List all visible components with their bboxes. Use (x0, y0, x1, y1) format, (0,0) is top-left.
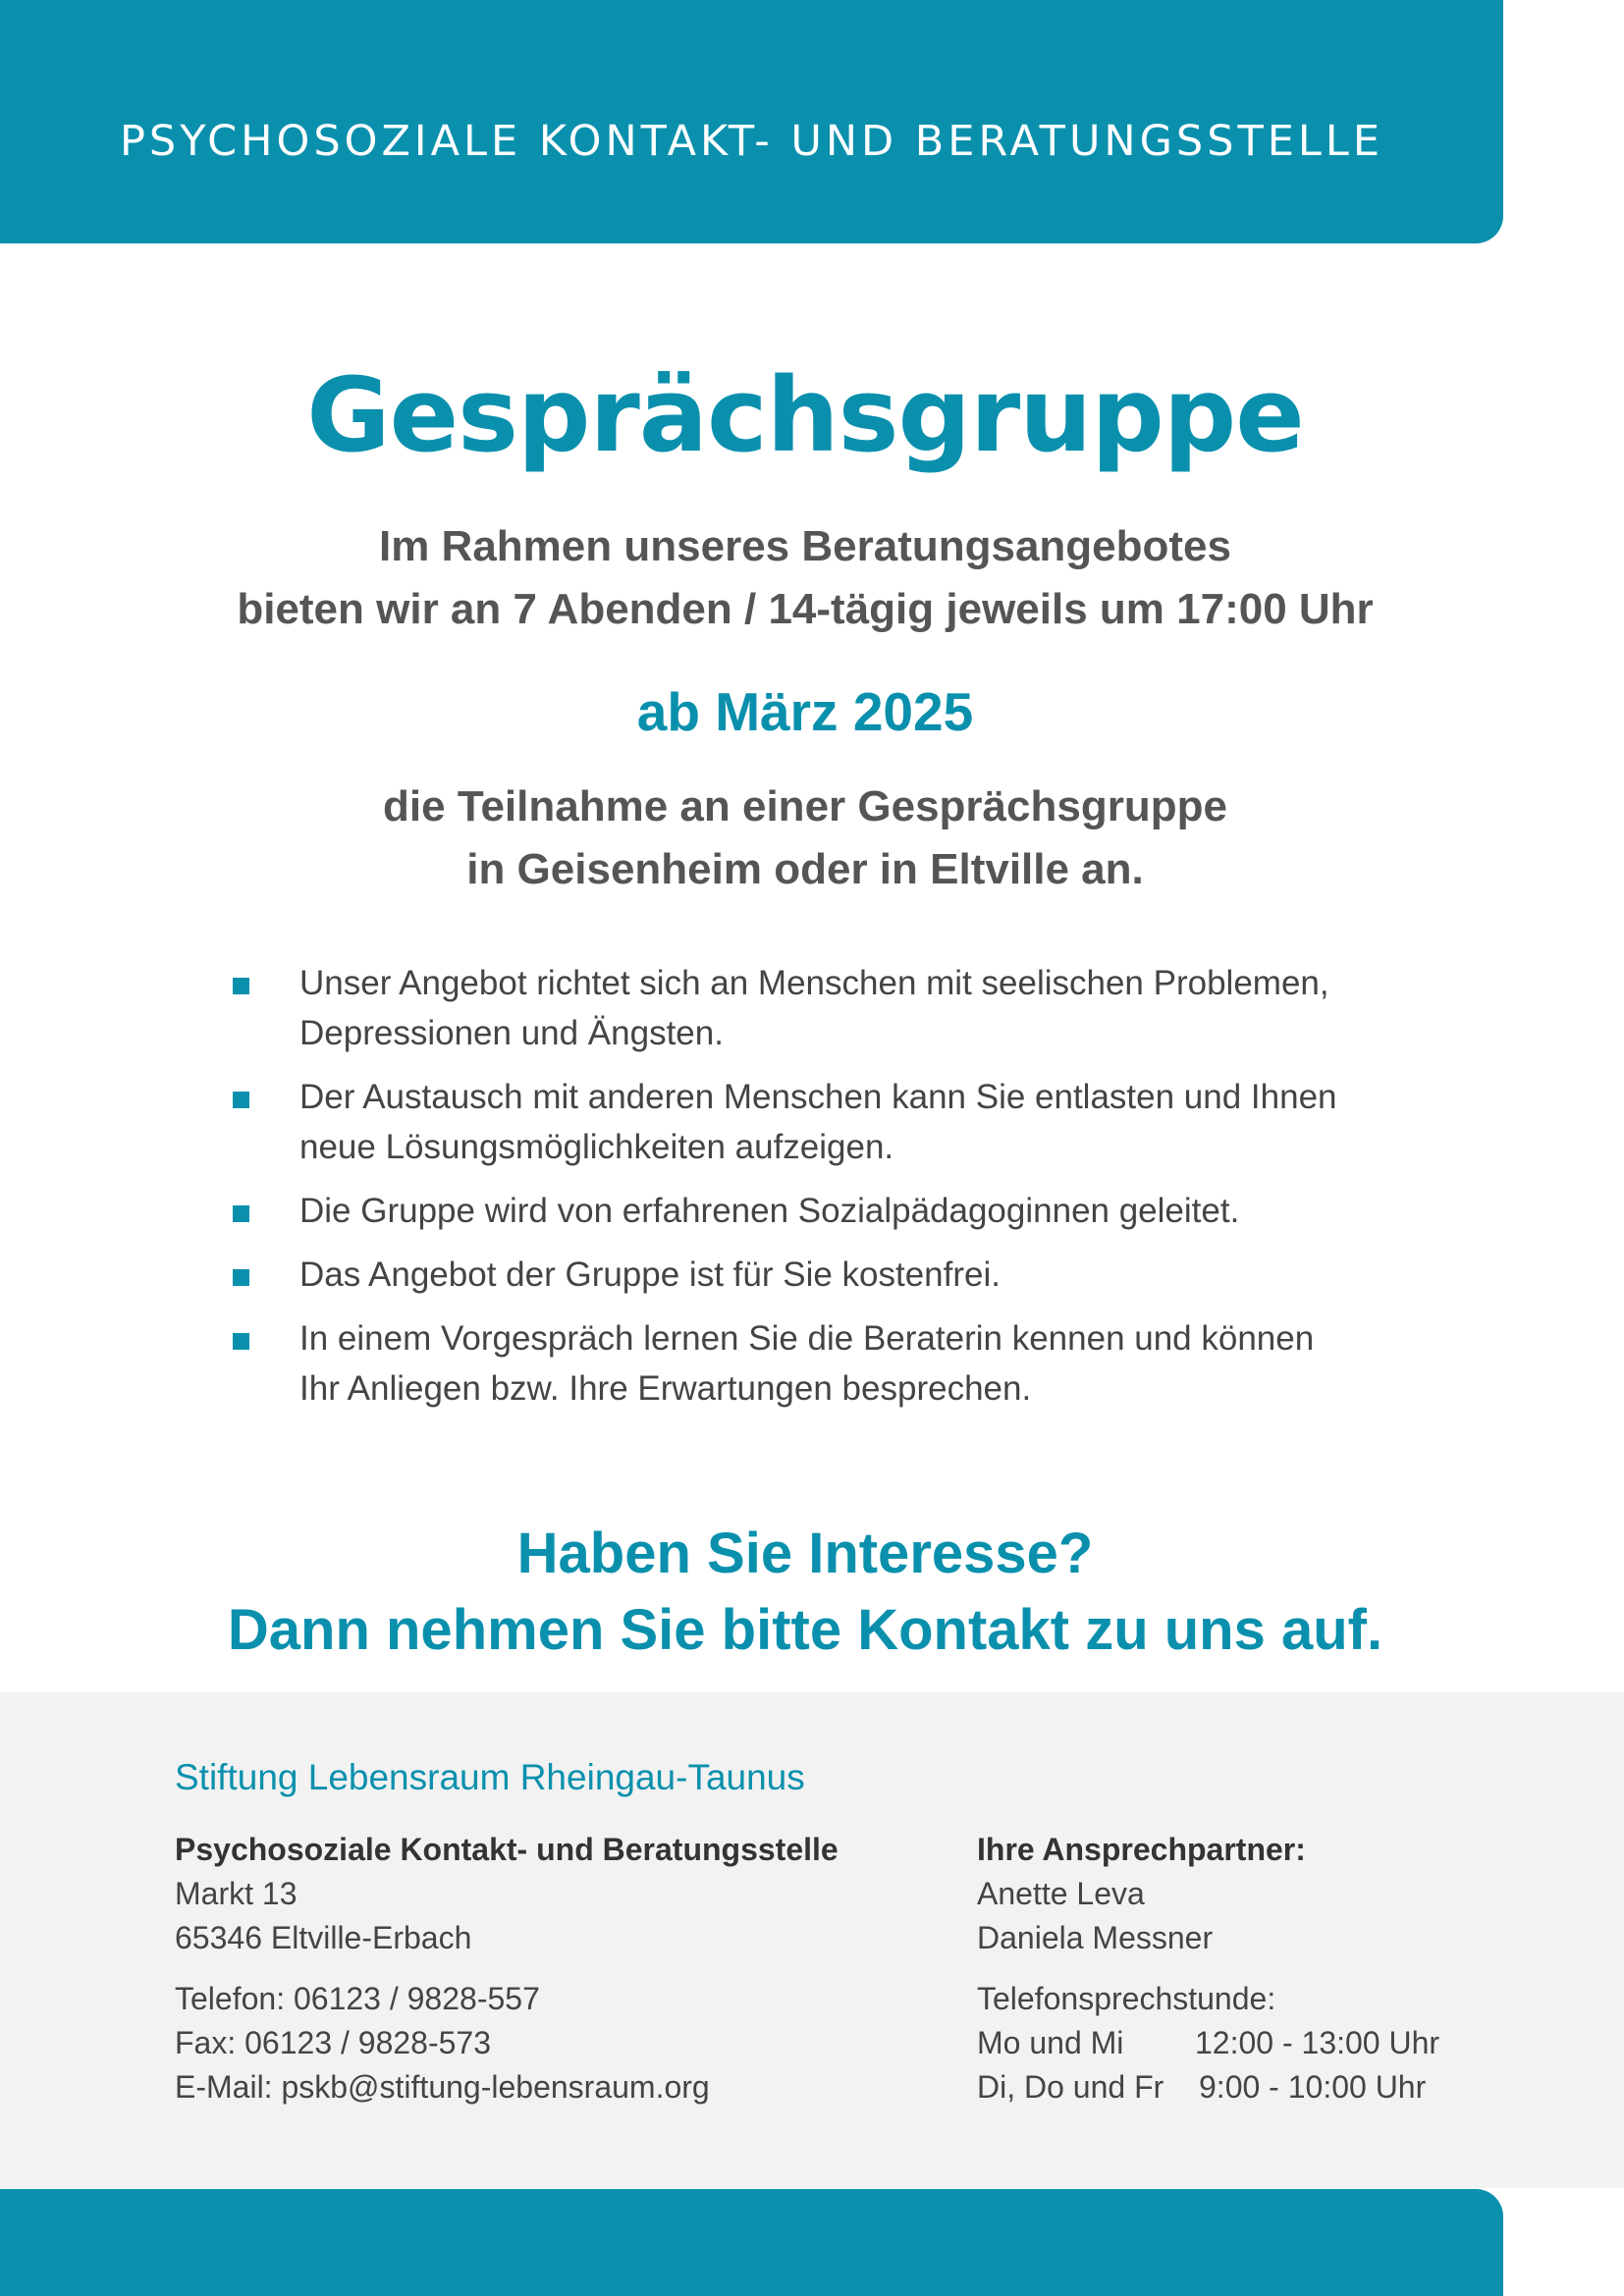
office-hours-row (977, 2021, 1439, 2065)
cta-question: Haben Sie Interesse? (516, 1522, 1094, 1585)
office-hours-heading: Telefonsprechstunde: (977, 1981, 1276, 2016)
list-item-line: Das Angebot der Gruppe ist für Sie kostenfrei. (299, 1255, 1001, 1294)
list-item-text (299, 958, 1478, 1058)
list-item-line: Ihr Anliegen bzw. Ihre Erwartungen besprechen. (299, 1369, 1032, 1408)
contact-person: Daniela Messner (977, 1920, 1214, 1955)
header-banner (0, 0, 1503, 243)
participation-text (0, 775, 1610, 901)
email-address[interactable]: E-Mail: pskb@stiftung-lebensraum.org (175, 2069, 710, 2105)
list-item-text (299, 1072, 1478, 1172)
list-item (0, 1313, 1478, 1414)
office-hours-time: 12:00 - 13:00 Uhr (1195, 2025, 1440, 2060)
organization-name: Stiftung Lebensraum Rheingau-Taunus (175, 1757, 805, 1797)
contact-persons-block (977, 1828, 1439, 2109)
intro-line: bieten wir an 7 Abenden / 14-tägig jeweils um 17:00 Uhr (237, 585, 1374, 633)
participation-line: in Geisenheim oder in Eltville an. (466, 845, 1144, 893)
footer-banner (0, 2189, 1503, 2296)
fax-number: Fax: 06123 / 9828-573 (175, 2025, 492, 2060)
list-item-line: Der Austausch mit anderen Menschen kann Sie entlasten und Ihnen (299, 1078, 1337, 1116)
call-to-action (0, 1516, 1610, 1669)
list-item-line: neue Lösungsmöglichkeiten aufzeigen. (299, 1128, 894, 1166)
start-date: ab März 2025 (636, 681, 974, 742)
bullet-list (0, 958, 1478, 1427)
list-item-line: Depressionen und Ängsten. (299, 1014, 724, 1052)
header-title: PSYCHOSOZIALE KONTAKT- UND BERATUNGSSTELLE (119, 117, 1384, 166)
list-item (0, 958, 1478, 1058)
list-item (0, 1186, 1478, 1236)
list-item-text (299, 1250, 1478, 1300)
spacer (175, 1960, 839, 1977)
office-hours-days: Mo und Mi (977, 2025, 1124, 2060)
list-item-line: Unser Angebot richtet sich an Menschen mit seelischen Problemen, (299, 964, 1329, 1002)
participation-line: die Teilnahme an einer Gesprächsgruppe (383, 782, 1227, 830)
city-address: 65346 Eltville-Erbach (175, 1920, 472, 1955)
office-hours-days: Di, Do und Fr (977, 2069, 1164, 2105)
office-name: Psychosoziale Kontakt- und Beratungsstelle (175, 1832, 839, 1867)
phone-number[interactable]: Telefon: 06123 / 9828-557 (175, 1981, 540, 2016)
cta-invitation: Dann nehmen Sie bitte Kontakt zu uns auf. (227, 1598, 1383, 1662)
list-item-line: In einem Vorgespräch lernen Sie die Beraterin kennen und können (299, 1319, 1315, 1358)
list-item (0, 1250, 1478, 1300)
address-block (175, 1828, 839, 2109)
square-bullet-icon (233, 978, 249, 994)
list-item-text (299, 1186, 1478, 1236)
list-item (0, 1072, 1478, 1172)
square-bullet-icon (233, 1092, 249, 1108)
street-address: Markt 13 (175, 1876, 298, 1911)
list-item-line: Die Gruppe wird von erfahrenen Sozialpädagoginnen geleitet. (299, 1192, 1240, 1230)
square-bullet-icon (233, 1333, 249, 1350)
list-item-text (299, 1313, 1478, 1414)
square-bullet-icon (233, 1205, 249, 1222)
contacts-heading: Ihre Ansprechpartner: (977, 1832, 1306, 1867)
office-hours-row (977, 2065, 1439, 2109)
page-title: Gesprächsgruppe (306, 355, 1304, 475)
spacer (977, 1960, 1439, 1977)
contact-person: Anette Leva (977, 1876, 1145, 1911)
office-hours-time: 9:00 - 10:00 Uhr (1199, 2069, 1427, 2105)
intro-text (0, 515, 1610, 641)
intro-line: Im Rahmen unseres Beratungsangebotes (378, 522, 1231, 570)
square-bullet-icon (233, 1269, 249, 1286)
